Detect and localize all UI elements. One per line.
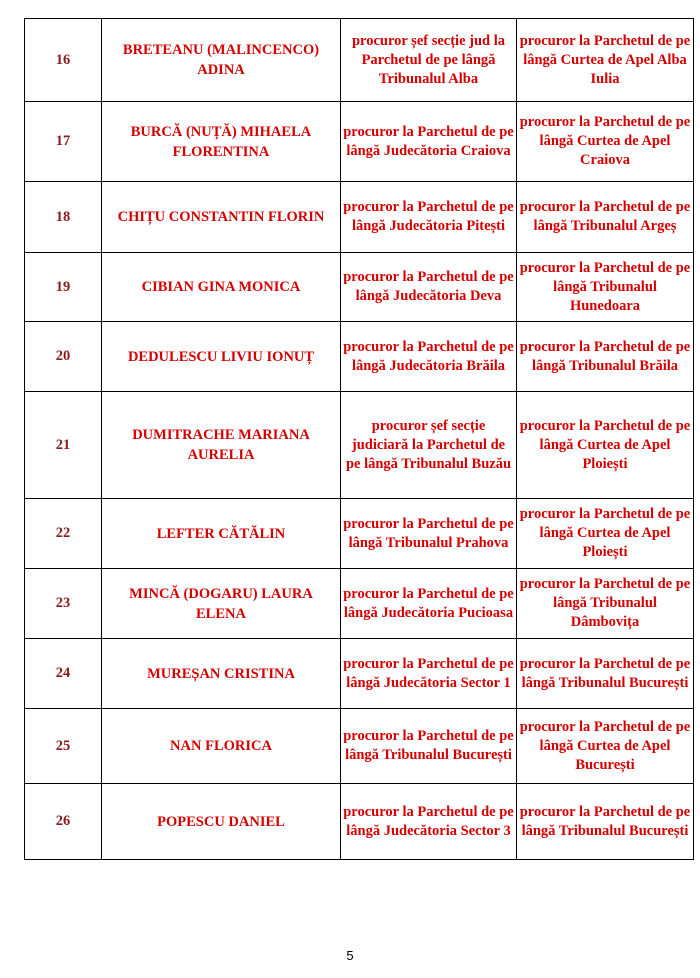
new-position: procuror la Parchetul de pe lângă Curtea de Apel Craiova xyxy=(517,102,694,182)
current-position: procuror la Parchetul de pe lângă Tribunalul București xyxy=(341,709,517,784)
current-position: procuror la Parchetul de pe lângă Judecătoria Craiova xyxy=(341,102,517,182)
new-position: procuror la Parchetul de pe lângă Tribunalul Dâmbovița xyxy=(517,569,694,639)
row-number: 21 xyxy=(25,392,102,499)
table-row xyxy=(25,253,694,322)
row-number: 19 xyxy=(25,253,102,322)
person-name: CHIȚU CONSTANTIN FLORIN xyxy=(102,182,341,253)
current-position: procuror la Parchetul de pe lângă Judecătoria Sector 3 xyxy=(341,784,517,860)
current-position: procuror la Parchetul de pe lângă Judecătoria Brăila xyxy=(341,322,517,392)
new-position: procuror la Parchetul de pe lângă Curtea de Apel Ploiești xyxy=(517,392,694,499)
person-name: MUREȘAN CRISTINA xyxy=(102,639,341,709)
page-number: 5 xyxy=(346,948,354,963)
new-position: procuror la Parchetul de pe lângă Tribunalul Argeș xyxy=(517,182,694,253)
person-name: DEDULESCU LIVIU IONUȚ xyxy=(102,322,341,392)
current-position: procuror la Parchetul de pe lângă Tribunalul Prahova xyxy=(341,499,517,569)
new-position: procuror la Parchetul de pe lângă Curtea de Apel Alba Iulia xyxy=(517,19,694,102)
current-position: procuror la Parchetul de pe lângă Judecătoria Pitești xyxy=(341,182,517,253)
table-row xyxy=(25,102,694,182)
table-row xyxy=(25,709,694,784)
new-position: procuror la Parchetul de pe lângă Tribunalul Brăila xyxy=(517,322,694,392)
person-name: BURCĂ (NUȚĂ) MIHAELA FLORENTINA xyxy=(102,102,341,182)
person-name: NAN FLORICA xyxy=(102,709,341,784)
table-row xyxy=(25,322,694,392)
person-name: BRETEANU (MALINCENCO) ADINA xyxy=(102,19,341,102)
row-number: 25 xyxy=(25,709,102,784)
table-row xyxy=(25,569,694,639)
person-name: MINCĂ (DOGARU) LAURA ELENA xyxy=(102,569,341,639)
row-number: 20 xyxy=(25,322,102,392)
person-name: CIBIAN GINA MONICA xyxy=(102,253,341,322)
row-number: 23 xyxy=(25,569,102,639)
table-row xyxy=(25,182,694,253)
row-number: 24 xyxy=(25,639,102,709)
current-position: procuror la Parchetul de pe lângă Judecătoria Pucioasa xyxy=(341,569,517,639)
current-position: procuror la Parchetul de pe lângă Judecătoria Deva xyxy=(341,253,517,322)
table-row xyxy=(25,784,694,860)
table-row xyxy=(25,19,694,102)
table-row xyxy=(25,639,694,709)
person-name: DUMITRACHE MARIANA AURELIA xyxy=(102,392,341,499)
new-position: procuror la Parchetul de pe lângă Tribunalul București xyxy=(517,639,694,709)
table-row xyxy=(25,392,694,499)
table-row xyxy=(25,499,694,569)
row-number: 22 xyxy=(25,499,102,569)
row-number: 17 xyxy=(25,102,102,182)
new-position: procuror la Parchetul de pe lângă Tribunalul Hunedoara xyxy=(517,253,694,322)
new-position: procuror la Parchetul de pe lângă Curtea de Apel București xyxy=(517,709,694,784)
person-name: LEFTER CĂTĂLIN xyxy=(102,499,341,569)
row-number: 16 xyxy=(25,19,102,102)
row-number: 18 xyxy=(25,182,102,253)
current-position: procuror șef secție jud la Parchetul de pe lângă Tribunalul Alba xyxy=(341,19,517,102)
new-position: procuror la Parchetul de pe lângă Curtea de Apel Ploiești xyxy=(517,499,694,569)
row-number: 26 xyxy=(25,784,102,860)
person-name: POPESCU DANIEL xyxy=(102,784,341,860)
current-position: procuror șef secție judiciară la Parchetul de pe lângă Tribunalul Buzău xyxy=(341,392,517,499)
current-position: procuror la Parchetul de pe lângă Judecătoria Sector 1 xyxy=(341,639,517,709)
prosecutor-transfer-table xyxy=(24,18,694,860)
new-position: procuror la Parchetul de pe lângă Tribunalul București xyxy=(517,784,694,860)
